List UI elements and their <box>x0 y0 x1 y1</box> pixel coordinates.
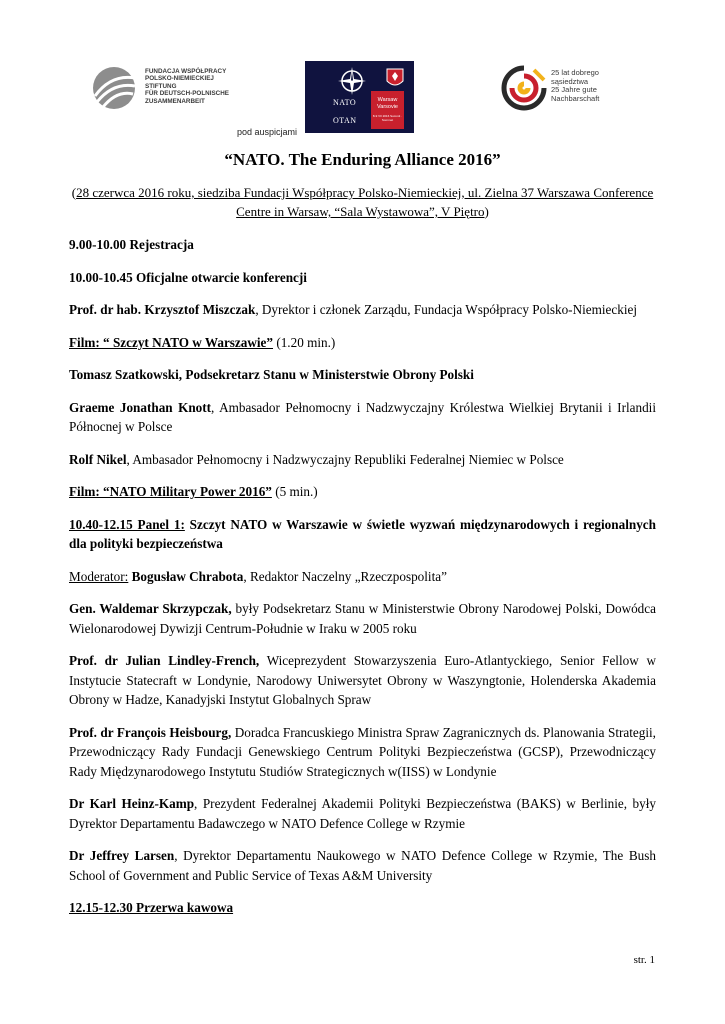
fwpn-line: ZUSAMMENARBEIT <box>145 97 205 105</box>
otan-word: OTAN <box>333 116 357 125</box>
film-duration: (5 min.) <box>271 484 318 499</box>
nato-summit-logo <box>305 61 414 133</box>
speaker-name: Prof. dr Julian Lindley-French, <box>69 653 260 668</box>
speaker-nikel <box>69 450 656 470</box>
speaker-name: Dr Jeffrey Larsen <box>69 848 175 863</box>
anniversary-text <box>551 69 599 103</box>
speaker-role: , Ambasador Pełnomocny i Nadzwyczajny Królestwa Wielkiej Brytanii i Irlandii Północnej w Polsce <box>69 399 656 434</box>
fwpn-logo <box>91 64 291 112</box>
speaker-heinz-kamp <box>69 794 656 833</box>
anniversary-line: 25 lat dobrego <box>551 68 599 77</box>
page-number: str. 1 <box>633 954 655 966</box>
panel-topic: Szczyt NATO w Warszawie w świetle wyzwań międzynarodowych i regionalnych dla polityki bezpieczeństwa <box>69 516 656 551</box>
speaker-role: , Prezydent Federalnej Akademii Polityki Bezpieczeństwa (BAKS) w Berlinie, były Dyrektor Departamentu Badawczego w NATO Defence College w Rzymie <box>69 796 656 831</box>
warsaw-summit-block <box>371 91 404 129</box>
speaker-name: Dr Karl Heinz-Kamp <box>69 796 195 811</box>
speaker-szatkowski: Tomasz Szatkowski, Podsekretarz Stanu w Ministerstwie Obrony Polski <box>69 367 474 382</box>
anniversary-line: sąsiedztwa <box>551 76 589 86</box>
film-duration: (1.20 min.) <box>273 334 336 350</box>
fwpn-logo-text <box>145 68 229 105</box>
speaker-name: Rolf Nikel <box>69 451 127 467</box>
speaker-name: Prof. dr hab. Krzysztof Miszczak <box>69 302 256 317</box>
document-page <box>69 0 656 918</box>
fwpn-line: STIFTUNG <box>145 82 177 90</box>
speaker-role: , Dyrektor Departamentu Naukowego w NATO Defence College w Rzymie, The Bush School of Government and Public Service of Texas A&M University <box>69 848 656 883</box>
speaker-skrzypczak <box>69 599 656 638</box>
moderator-label: Moderator: <box>69 568 129 584</box>
film-1 <box>69 333 656 353</box>
film-title: Film: “ Szczyt NATO w Warszawie” <box>69 334 274 350</box>
speaker-role: , Dyrektor i członek Zarządu, Fundacja Współpracy Polsko-Niemieckiej <box>255 302 638 317</box>
subtitle-open: ( <box>71 185 77 200</box>
varsovie-label: Varsovie <box>377 103 398 110</box>
speaker-heisbourg <box>69 723 656 782</box>
summit-date-label: 8-9 VII 2016 Summit · Sommet <box>372 114 403 122</box>
fwpn-line: POLSKO-NIEMIECKIEJ <box>145 75 214 83</box>
document-title: “NATO. The Enduring Alliance 2016” <box>224 150 501 169</box>
venue-text: 28 czerwca 2016 roku, siedziba Fundacji Współpracy Polsko-Niemieckiej, ul. Zielna 37 Warszawa Conference Centre in Warsaw, “Sala Wystawowa”, V Piętro <box>76 185 654 219</box>
anniversary-line: 25 Jahre gute <box>551 85 597 95</box>
moderator-role: , Redaktor Naczelny „Rzeczpospolita” <box>243 568 447 584</box>
header-logos <box>69 0 656 140</box>
speaker-role: , Ambasador Pełnomocny i Nadzwyczajny Republiki Federalnej Niemiec w Polsce <box>126 451 564 467</box>
film-title: Film: “NATO Military Power 2016” <box>69 484 272 499</box>
warsaw-eagle-icon <box>386 67 404 89</box>
speaker-larsen <box>69 846 656 885</box>
speaker-miszczak <box>69 300 656 320</box>
panel-time: 10.40-12.15 Panel 1: <box>69 516 185 532</box>
film-2 <box>69 482 656 502</box>
fwpn-line: FUNDACJA WSPÓŁPRACY <box>145 68 227 75</box>
warsaw-label: Warsaw <box>377 97 398 103</box>
speaker-role: Doradca Francuskiego Ministra Spraw Zagranicznych ds. Planowania Strategii, Przewodniczący Rady Fundacji Genewskiego Centrum Polityki Bezpieczeństwa (GCSP), Przewodniczący Rady Międzynarodowego Instytutu Studiów Strategicznych w(IISS) w Londynie <box>69 724 656 779</box>
moderator-name: Bogusław Chrabota <box>128 568 244 584</box>
agenda-registration: 9.00-10.00 Rejestracja <box>69 237 194 252</box>
speaker-name: Gen. Waldemar Skrzypczak, <box>69 601 232 616</box>
fwpn-line: FÜR DEUTSCH-POLNISCHE <box>145 90 229 98</box>
moderator-line <box>69 567 656 587</box>
agenda-opening: 10.00-10.45 Oficjalne otwarcie konferencji <box>69 269 307 285</box>
speaker-name: Prof. dr François Heisbourg, <box>69 724 232 740</box>
event-details <box>69 183 656 221</box>
agenda-coffee-break: 12.15-12.30 Przerwa kawowa <box>69 900 234 915</box>
speaker-knott <box>69 398 656 437</box>
fwpn-logo-icon <box>91 66 137 110</box>
subtitle-close: ) <box>484 204 489 219</box>
panel-1-heading <box>69 515 656 554</box>
speaker-role: były Podsekretarz Stanu w Ministerstwie Obrony Narodowej Polski, Dowódca Wielonarodowej Dywizji Centrum-Południe w Iraku w 2005 roku <box>69 601 656 636</box>
anniversary-line: Nachbarschaft <box>551 93 600 103</box>
anniversary-swirl-icon <box>500 64 548 112</box>
nato-star-icon <box>338 67 366 95</box>
speaker-role: Wiceprezydent Stowarzyszenia Euro-Atlantyckiego, Senior Fellow w Instytucie Statecraft w Londynie, Narodowy Uniwersytet Obrony w Waszyngtonie, Holenderska Akademia Obrony w Hadze, Kanadyjski Instytut Globalnych Spraw <box>69 653 656 707</box>
speaker-name: Graeme Jonathan Knott <box>69 399 212 415</box>
nato-word: NATO <box>333 98 357 107</box>
auspices-label: pod auspicjami <box>237 127 298 137</box>
speaker-lindley-french <box>69 651 656 710</box>
anniversary-logo <box>500 64 650 112</box>
